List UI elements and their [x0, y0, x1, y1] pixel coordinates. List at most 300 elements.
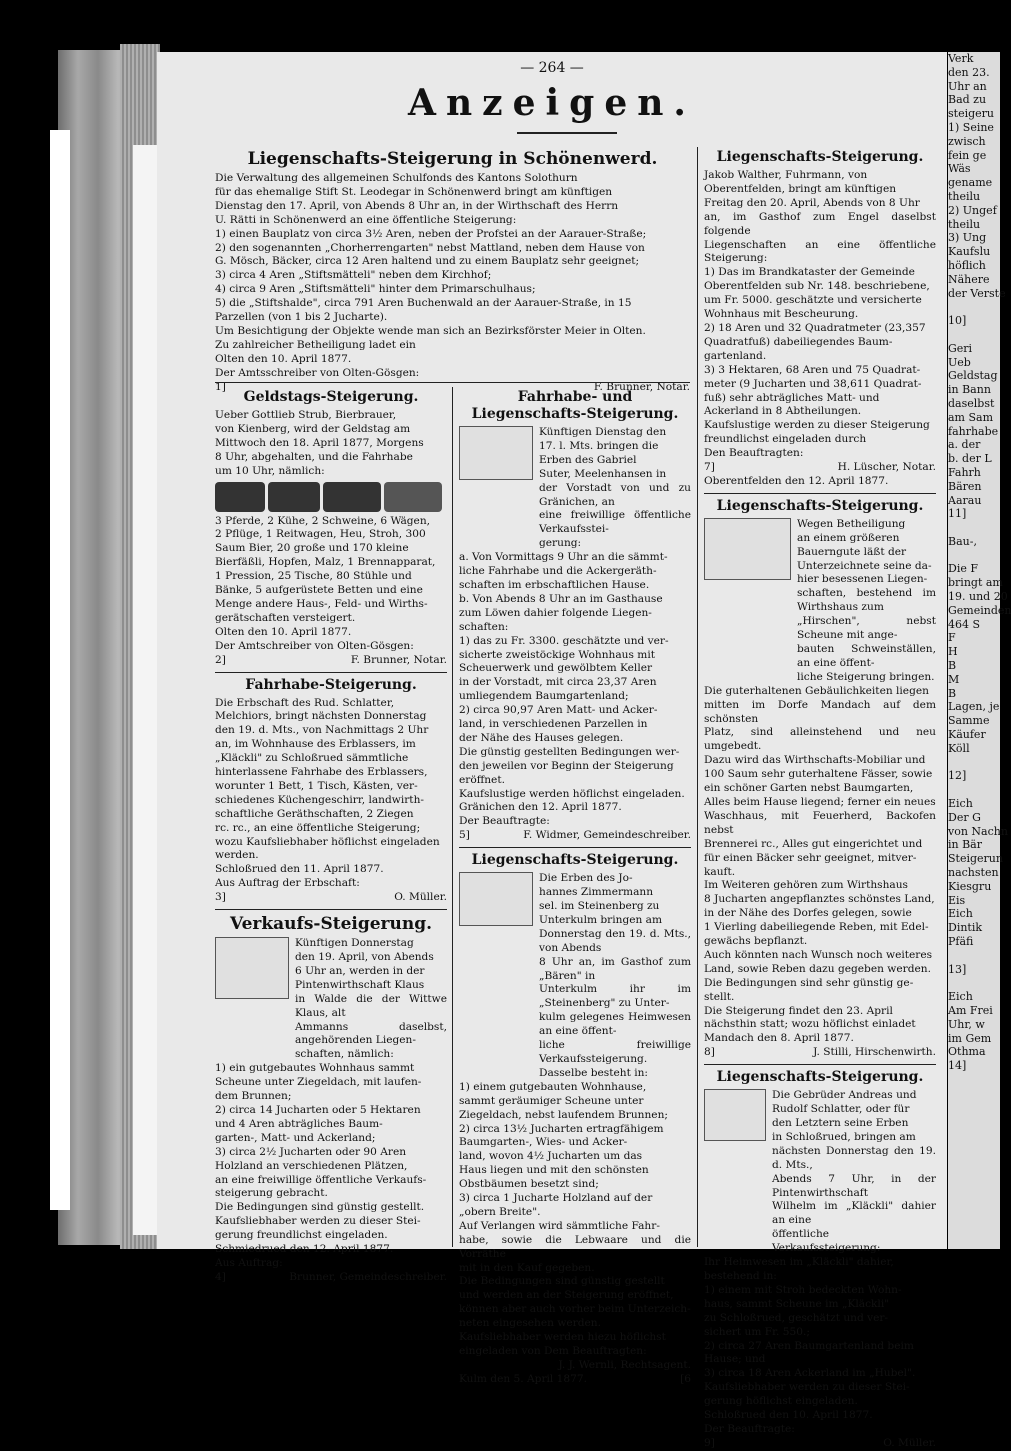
text-line: 1) Das im Brandkataster der Gemeinde	[704, 266, 915, 279]
text-line: stellt.	[704, 990, 735, 1003]
house-woodcut	[215, 937, 289, 999]
adjacent-page-line: 12]	[948, 769, 967, 783]
text-line: der Vorstadt von und zu Gränichen, an	[539, 481, 691, 508]
adjacent-page-line: der Verste	[948, 286, 1006, 300]
paper-strip-inner	[133, 145, 158, 1235]
adjacent-page-line: höflich	[948, 258, 986, 272]
text-line: Dazu wird das Wirthschafts-Mobiliar und	[704, 754, 926, 767]
text-line: für das ehemalige Stift St. Leodegar in Schönenwerd bringt am künftigen	[215, 185, 613, 198]
ad-body	[704, 1256, 936, 1437]
text-line: Holzland an verschiedenen Plätzen,	[215, 1159, 408, 1172]
adjacent-page-line: daselbst	[948, 396, 995, 410]
adjacent-page-line: M	[948, 672, 960, 686]
text-line: an eine freiwillige öffentliche Verkaufs-	[215, 1173, 427, 1186]
adjacent-page-line: von Nachn	[948, 824, 1008, 838]
text-line: fuß) sehr abträgliches Matt- und	[704, 391, 880, 404]
text-line: Waschhaus, mit Feuerherd, Backofen nebst	[704, 809, 936, 836]
adjacent-page-line: Uhr an	[948, 79, 987, 93]
adjacent-page-line: im Gem	[948, 1031, 992, 1045]
page-title: Anzeigen.	[408, 82, 696, 124]
text-line: Liegenschaften an eine öffentliche Steigerung:	[704, 238, 936, 265]
text-line: b. Von Abends 8 Uhr an im Gasthause	[459, 592, 663, 605]
text-line: Oberentfelden sub Nr. 148. beschriebene,	[704, 280, 930, 293]
text-line: Unterkulm bringen am	[539, 913, 663, 926]
text-line: Auf Verlangen wird sämmtliche Fahr-	[459, 1219, 660, 1232]
ad-number: 5]	[459, 829, 470, 842]
text-line: habe, sowie die Lebwaare und die Vorräthe	[459, 1233, 691, 1260]
text-line: 3) circa 18 Aren Ackerland im „Hubel".	[704, 1367, 916, 1380]
adjacent-page-line: zwisch	[948, 134, 986, 148]
adjacent-page-line	[948, 756, 1000, 770]
text-line: von Kienberg, wird der Geldstag am	[215, 422, 411, 435]
text-line: Die Bedingungen sind günstig gestellt	[459, 1275, 665, 1288]
text-line: worunter 1 Bett, 1 Tisch, Kästen, ver-	[215, 779, 418, 792]
text-line: 3) circa 2½ Jucharten oder 90 Aren	[215, 1145, 407, 1158]
adjacent-page-line: Othma	[948, 1045, 986, 1059]
adjacent-page-line: 3) Ung	[948, 231, 987, 245]
house-woodcut	[459, 426, 533, 480]
text-line: hannes Zimmermann	[539, 886, 654, 899]
text-line: liche Steigerung bringen.	[797, 670, 935, 683]
text-line: Künftigen Donnerstag	[295, 937, 414, 950]
text-line: Donnerstag den 19. d. Mts., von Abends	[539, 927, 691, 954]
adjacent-page-line: nachsten	[948, 866, 999, 880]
text-line: Jakob Walther, Fuhrmann, von	[704, 169, 868, 181]
ad-body-top	[295, 937, 447, 1062]
text-line: 1) einen Bauplatz von circa 3½ Aren, neben der Profstei an der Aarauer-Straße;	[215, 227, 647, 240]
text-line: Saum Bier, 20 große und 170 kleine	[215, 542, 409, 555]
divider	[215, 382, 690, 383]
text-line: Menge andere Haus-, Feld- und Wirths-	[215, 597, 428, 610]
text-line: Im Weiteren gehören zum Wirthshaus	[704, 879, 908, 892]
adjacent-page-line: 11]	[948, 507, 967, 521]
text-line: und werden an der Steigerung eröffnet,	[459, 1289, 674, 1302]
text-line: den Letztern seine Erben	[772, 1117, 909, 1129]
text-line: 2) circa 90,97 Aren Matt- und Acker-	[459, 704, 658, 717]
text-line: Suter, Meelenhansen in	[539, 467, 667, 480]
text-line: wozu Kaufsliebhaber höflichst eingeladen	[215, 835, 440, 848]
text-line: Rudolf Schlatter, oder für	[772, 1103, 910, 1116]
text-line: Ziegeldach, nebst laufendem Brunnen;	[459, 1108, 668, 1121]
text-line: Die Bedingungen sind günstig gestellt.	[215, 1201, 425, 1214]
text-line: liche freiwillige Verkaufssteigerung.	[539, 1039, 691, 1065]
ad-heading: Verkaufs-Steigerung.	[229, 914, 433, 935]
text-line: Kaufsliebhaber werden zu dieser Stei-	[704, 1381, 910, 1394]
adjacent-page-line: 1) Seine	[948, 120, 994, 134]
text-line: schaften im erbschaftlichen Hause.	[459, 578, 650, 591]
text-line: Olten den 10. April 1877.	[215, 352, 352, 365]
ad-body	[459, 1081, 691, 1359]
text-line: gewächs bepflanzt.	[704, 935, 808, 948]
text-line: 3) 3 Hektaren, 68 Aren und 75 Quadrat-	[704, 363, 921, 376]
text-line: meter (9 Jucharten und 38,611 Quadrat-	[704, 377, 922, 390]
ad-liegenschaft-schoenenwerd	[215, 147, 690, 395]
adjacent-page-line	[948, 549, 1000, 563]
adjacent-page-line: in Bann	[948, 383, 991, 397]
adjacent-page-line: Lagen, je	[948, 700, 1000, 714]
adjacent-page-line: Die F	[948, 562, 978, 576]
adjacent-page-line: steigeru	[948, 107, 994, 121]
adjacent-page-line: Käufer	[948, 728, 986, 742]
adjacent-page-line: Ueb	[948, 355, 971, 369]
text-line: Olten den 10. April 1877.	[215, 625, 352, 638]
text-line: mitten im Dorfe Mandach auf dem schönsten	[704, 698, 936, 725]
text-line: sammt geräumiger Scheune unter	[459, 1094, 644, 1107]
text-line: gartenland.	[704, 349, 767, 362]
adjacent-page-line: 19. und 20	[948, 590, 1008, 604]
house-woodcut	[459, 872, 533, 926]
ad-signature: J. Stilli, Hirschenwirth.	[813, 1046, 936, 1059]
adjacent-page-line	[948, 949, 1000, 963]
text-line: Ackerland in 8 Abtheilungen.	[704, 405, 862, 418]
adjacent-page-line: am Sam	[948, 410, 994, 424]
adjacent-page-line: Eich	[948, 990, 973, 1004]
text-line: 1) ein gutgebautes Wohnhaus sammt	[215, 1062, 415, 1075]
animal-cuts-illustration	[215, 482, 447, 512]
adjacent-page-line: Eich	[948, 797, 973, 811]
text-line: Bänke, 5 aufgerüstete Betten und eine	[215, 584, 423, 597]
text-line: Die Verwaltung des allgemeinen Schulfonds des Kantons Solothurn	[215, 172, 578, 184]
text-line: Dienstag den 17. April, von Abends 8 Uhr an, in der Wirthschaft des Herrn	[215, 199, 619, 212]
text-line: sichert um Fr. 550.;	[704, 1325, 810, 1338]
text-line: in Schloßrued, bringen am	[772, 1130, 916, 1143]
ad-body-top	[539, 872, 691, 1081]
text-line: garten-, Matt- und Ackerland;	[215, 1131, 376, 1144]
ad-body-top	[539, 426, 691, 551]
adjacent-page-line: Uhr, w	[948, 1017, 985, 1031]
text-line: U. Rätti in Schönenwerd an eine öffentliche Steigerung:	[215, 213, 517, 226]
text-line: den 19. d. Mts., von Nachmittags 2 Uhr	[215, 724, 429, 737]
adjacent-page-line: Geldstag	[948, 369, 998, 383]
text-line: Ammanns daselbst, angehörenden Liegen-	[295, 1020, 447, 1047]
ad-number: 1]	[215, 380, 226, 393]
text-line: mit in den Kauf gegeben.	[459, 1261, 595, 1274]
text-line: werden.	[215, 849, 259, 862]
text-line: hier besessenen Liegen-	[797, 573, 928, 586]
ad-heading: Fahrhabe-Steigerung.	[245, 676, 417, 693]
ad-number: 8]	[704, 1046, 715, 1059]
text-line: 2) circa 13½ Jucharten ertragfähigem	[459, 1122, 664, 1135]
text-line: freundlichst eingeladen durch	[704, 433, 867, 446]
ad-heading: Geldstags-Steigerung.	[243, 389, 419, 405]
text-line: 2) den sogenannten „Chorherrengarten" nebst Mattland, neben dem Hause von	[215, 241, 645, 254]
adjacent-page-line: 13]	[948, 962, 967, 976]
ad-footer: Kulm den 5. April 1877.	[459, 1372, 587, 1385]
text-line: Kaufslustige werden höflichst eingeladen.	[459, 787, 685, 800]
text-line: Die Erbschaft des Rud. Schlatter,	[215, 696, 395, 709]
adjacent-page-line: den 23.	[948, 65, 990, 79]
text-line: Wohnhaus mit Bescheurung.	[704, 308, 859, 321]
ad-body	[704, 169, 936, 461]
text-line: „Kläckli" zu Schloßrued sämmtliche	[215, 752, 409, 765]
text-line: nächsthin statt; wozu höflichst einladet	[704, 1018, 916, 1031]
text-line: Kaufsliebhaber werden hiezu höflichst	[459, 1331, 666, 1344]
adjacent-page-line: 464 S	[948, 617, 981, 631]
text-line: 3 Pferde, 2 Kühe, 2 Schweine, 6 Wägen,	[215, 514, 431, 527]
text-line: Aus Auftrag der Erbschaft:	[215, 877, 360, 890]
text-line: für einen Bäcker sehr geeignet, mitver-	[704, 851, 917, 864]
adjacent-page-fragment	[948, 52, 1011, 1249]
adjacent-page-line: Kiesgru	[948, 879, 992, 893]
adjacent-page-line	[948, 328, 1000, 342]
ad-signature: O. Müller.	[883, 1436, 936, 1449]
ad-signature: Brunner, Gemeindeschreiber.	[289, 1270, 447, 1283]
text-line: Der Beauftragte:	[704, 1422, 795, 1435]
text-line: eine freiwillige öffentliche Verkaufsstei-	[539, 509, 691, 536]
ad-number: [6	[680, 1372, 691, 1385]
adjacent-page-line: Kaufslu	[948, 245, 991, 259]
adjacent-page-line	[948, 521, 1000, 535]
text-line: Alles beim Hause liegend; ferner ein neues	[704, 795, 936, 808]
divider	[215, 672, 447, 673]
adjacent-page-line: Bad zu	[948, 93, 987, 107]
text-line: Platz, sind alleinstehend und neu umgebedt.	[704, 726, 936, 753]
text-line: schiedenes Küchengeschirr, landwirth-	[215, 793, 424, 806]
text-line: Gränichen den 12. April 1877.	[459, 801, 622, 814]
text-line: 8 Uhr, abgehalten, und die Fahrhabe	[215, 450, 413, 463]
text-line: gerung höflichst eingeladen.	[704, 1395, 858, 1408]
text-line: 4) circa 9 Aren „Stiftsmätteli" hinter dem Primarschulhaus;	[215, 283, 536, 296]
divider	[459, 847, 691, 848]
text-line: neten eingesehen werden.	[459, 1317, 601, 1330]
text-line: Die Bedingungen sind sehr günstig ge-	[704, 976, 914, 989]
text-line: schaftliche Geräthschaften, 2 Ziegen	[215, 807, 414, 820]
adjacent-page-line: theilu	[948, 217, 981, 231]
text-line: 5) die „Stiftshalde", circa 791 Aren Buchenwald an der Aarauer-Straße, in 15	[215, 297, 632, 310]
text-line: Hause; und	[704, 1353, 766, 1366]
text-line: Um Besichtigung der Objekte wende man sich an Bezirksförster Meier in Olten.	[215, 324, 646, 337]
text-line: Wilhelm im „Kläckli" dahier an eine	[772, 1200, 936, 1227]
adjacent-page-line: in Bär	[948, 838, 982, 852]
text-line: 3) circa 1 Jucharte Holzland auf der	[459, 1192, 653, 1205]
text-line: 17. l. Mts. bringen die	[539, 439, 659, 452]
text-line: 100 Saum sehr guterhaltene Fässer, sowie	[704, 768, 933, 781]
ad-body-continued	[215, 515, 447, 654]
text-line: „Hirschen", nebst Scheune mit ange-	[797, 615, 936, 642]
text-line: eröffnet.	[459, 773, 505, 786]
ad-heading: Liegenschafts-Steigerung.	[716, 497, 924, 514]
text-line: 1) einem mit Stroh bedeckten Wohn-	[704, 1283, 902, 1296]
ad-heading: Liegenschafts-Steigerung in Schönenwerd.	[247, 149, 658, 169]
text-line: in der Nähe des Dorfes gelegen, sowie	[704, 907, 912, 920]
text-line: gerätschaften versteigert.	[215, 611, 356, 624]
adjacent-page-line: Aarau	[948, 493, 982, 507]
text-line: Die günstig gestellten Bedingungen wer-	[459, 745, 680, 758]
ad-signature: H. Lüscher, Notar.	[837, 461, 936, 474]
adjacent-page-line: Bau-,	[948, 534, 977, 548]
text-line: zum Löwen dahier folgende Liegen-	[459, 606, 652, 619]
text-line: Schloßrued den 10. April 1877.	[704, 1409, 873, 1422]
adjacent-page-line: Dintik	[948, 921, 983, 935]
text-line: Die guterhaltenen Gebäulichkeiten liegen	[704, 684, 929, 697]
adjacent-page-line: Verk	[948, 52, 974, 65]
text-line: 1 Vierling dabeiliegende Reben, mit Edel-	[704, 921, 929, 934]
divider	[704, 1064, 936, 1065]
text-line: an einem größeren	[797, 531, 900, 544]
text-line: Abends 7 Uhr, in der Pintenwirthschaft	[772, 1172, 936, 1199]
adjacent-page-line	[948, 300, 1000, 314]
text-line: dem Brunnen;	[215, 1090, 292, 1103]
text-line: Unterkulm ihr im „Steinenberg" zu Unter-	[539, 983, 691, 1010]
adjacent-page-line: gename	[948, 176, 993, 190]
text-line: liche Fahrhabe und die Ackergeräth-	[459, 565, 657, 578]
text-line: Der Amtschreiber von Olten-Gösgen:	[215, 639, 414, 652]
text-line: land, wovon 4½ Jucharten um das	[459, 1150, 643, 1163]
text-line: an, im Wohnhause des Erblassers, im	[215, 738, 416, 751]
text-line: 3) circa 4 Aren „Stiftsmätteli" neben dem Kirchhof;	[215, 269, 492, 282]
text-line: Bierfäßli, Hopfen, Malz, 1 Brennapparat,	[215, 556, 436, 569]
text-line: sel. im Steinenberg zu	[539, 900, 660, 912]
text-line: kauft.	[704, 865, 736, 878]
ad-fahrhabe-graenichen	[459, 387, 691, 1387]
column-rule	[452, 387, 453, 1247]
adjacent-page-line: bringt am	[948, 576, 1003, 590]
text-line: Die Steigerung findet den 23. April	[704, 1004, 893, 1017]
adjacent-page-line: Geri	[948, 341, 973, 355]
text-line: den 19. April, von Abends	[295, 951, 434, 963]
text-line: Schmiedrued den 12. April 1877.	[215, 1243, 394, 1256]
text-line: Aus Auftrag:	[215, 1256, 283, 1269]
text-line: schaften:	[459, 620, 509, 633]
text-line: gerung freundlichst eingeladen.	[215, 1229, 388, 1242]
text-line: an, im Gasthof zum Engel daselbst folgende	[704, 210, 936, 237]
adjacent-page-line: B	[948, 659, 957, 673]
page-number: — 264 —	[520, 60, 584, 76]
text-line: um Fr. 5000. geschätzte und versicherte	[704, 294, 922, 307]
adjacent-page-line: Köll	[948, 741, 970, 755]
text-line: gerung:	[539, 537, 582, 550]
adjacent-page-line: H	[948, 645, 958, 659]
ad-signature: F. Brunner, Notar.	[593, 380, 690, 393]
text-line: den jeweilen vor Beginn der Steigerung	[459, 759, 674, 772]
adjacent-page-line: Pfäfi	[948, 935, 974, 948]
ad-oberentfelden	[704, 147, 936, 1451]
ad-number: 2]	[215, 653, 226, 666]
divider	[215, 909, 447, 910]
text-line: Obstbäumen besetzt sind;	[459, 1178, 599, 1191]
text-line: Baumgarten-, Wies- und Acker-	[459, 1136, 628, 1149]
text-line: Die Erben des Jo-	[539, 872, 633, 885]
text-line: Scheune unter Ziegeldach, mit laufen-	[215, 1076, 422, 1089]
text-line: 2) circa 14 Jucharten oder 5 Hektaren	[215, 1103, 421, 1116]
adjacent-page-line: Samme	[948, 714, 990, 728]
text-line: Kaufslustige werden zu dieser Steigerung	[704, 419, 930, 432]
text-line: Unterzeichnete seine da-	[797, 559, 932, 572]
text-line: 2) 18 Aren und 32 Quadratmeter (23,357	[704, 321, 926, 334]
ad-body	[215, 697, 447, 892]
text-line: der Nähe des Hauses gelegen.	[459, 731, 624, 744]
text-line: rc. rc., an eine öffentliche Steigerung;	[215, 821, 421, 834]
adjacent-page-line: F	[948, 631, 956, 645]
adjacent-page-line: Fahrh	[948, 465, 981, 479]
ad-heading: Liegenschafts-Steigerung.	[716, 149, 924, 165]
text-line: Zu zahlreicher Betheiligung ladet ein	[215, 338, 416, 351]
adjacent-page-line: theilu	[948, 189, 981, 203]
text-line: 1 Pression, 25 Tische, 80 Stühle und	[215, 570, 412, 583]
text-line: 2) circa 27 Aren Baumgartenland beim	[704, 1339, 914, 1352]
text-line: öffentliche Verkaufssteigerung:	[772, 1228, 881, 1255]
paper-strip	[50, 130, 70, 1210]
text-line: sicherte zweistöckige Wohnhaus mit	[459, 648, 655, 661]
text-line: haus, sammt Scheune im „Kläckli"	[704, 1297, 890, 1310]
text-line: Oberentfelden, bringt am künftigen	[704, 182, 897, 195]
adjacent-page-line: fein ge	[948, 148, 987, 162]
ad-signature: F. Brunner, Notar.	[350, 653, 447, 666]
ad-body	[215, 172, 690, 381]
text-line: Quadratfuß) dabeiliegendes Baum-	[704, 335, 893, 348]
text-line: bauten Schweinställen, an eine öffent-	[797, 643, 936, 669]
text-line: nächsten Donnerstag den 19. d. Mts.,	[772, 1144, 936, 1171]
adjacent-page-line: Eis	[948, 893, 966, 907]
ad-footer: Oberentfelden den 12. April 1877.	[704, 474, 889, 487]
text-line: um 10 Uhr, nämlich:	[215, 464, 325, 477]
text-line: Haus liegen und mit den schönsten	[459, 1164, 649, 1177]
text-line: zu Schloßrued, geschätzt und ver-	[704, 1311, 889, 1324]
text-line: eingeladen von Dem Beauftragten:	[459, 1345, 647, 1357]
ad-geldstag	[215, 387, 447, 1285]
text-line: in der Vorstadt, mit circa 23,37 Aren	[459, 676, 657, 689]
text-line: 2 Pflüge, 1 Reitwagen, Heu, Stroh, 300	[215, 528, 426, 541]
ad-number: 4]	[215, 1270, 226, 1283]
text-line: Kaufsliebhaber werden zu dieser Stei-	[215, 1215, 421, 1228]
text-line: Mandach den 8. April 1877.	[704, 1032, 854, 1045]
text-line: Künftigen Dienstag den	[539, 426, 667, 438]
text-line: a. Von Vormittags 9 Uhr an die sämmt-	[459, 551, 668, 564]
text-line: hinterlassene Fahrhabe des Erblassers,	[215, 766, 428, 779]
adjacent-page-line: Bären	[948, 479, 982, 493]
adjacent-page-line: Wäs	[948, 162, 971, 176]
adjacent-page-line	[948, 976, 1000, 990]
text-line: Brennerei rc., Alles gut eingerichtet und	[704, 837, 923, 850]
ad-signature: O. Müller.	[394, 891, 447, 904]
text-line: schaften, nämlich:	[295, 1048, 394, 1061]
text-line: umliegendem Baumgartenland;	[459, 690, 629, 703]
text-line: 1) einem gutgebauten Wohnhause,	[459, 1080, 647, 1093]
text-line: Ihr Heimwesen im „Kläckli" dahier,	[704, 1256, 894, 1269]
adjacent-page-line: 14]	[948, 1059, 967, 1073]
text-line: kulm gelegenes Heimwesen an eine öffent-	[539, 1011, 691, 1038]
text-line: Scheuerwerk und gewölbtem Keller	[459, 662, 653, 675]
text-line: Dasselbe besteht in:	[539, 1066, 648, 1079]
text-line: Parzellen (von 1 bis 2 Jucharte).	[215, 311, 388, 324]
text-line: Pintenwirthschaft Klaus	[295, 978, 425, 991]
ad-number: 9]	[704, 1436, 715, 1449]
adjacent-page-line: b. der L	[948, 452, 992, 466]
text-line: Ueber Gottlieb Strub, Bierbrauer,	[215, 409, 397, 421]
text-line: 8 Uhr an, im Gasthof zum „Bären" in	[539, 955, 691, 982]
ad-heading: Liegenschafts-Steigerung.	[471, 852, 679, 869]
adjacent-page-line: Gemeinden	[948, 603, 1011, 617]
divider	[704, 493, 936, 494]
text-line: in Walde die der Wittwe Klaus, alt	[295, 992, 447, 1019]
adjacent-page-line: 10]	[948, 314, 967, 328]
house-woodcut	[704, 518, 791, 580]
adjacent-page-line: Eich	[948, 907, 973, 921]
text-line: Freitag den 20. April, Abends von 8 Uhr	[704, 196, 920, 209]
text-line: Melchiors, bringt nächsten Donnerstag	[215, 710, 427, 723]
text-line: Bauerngute läßt der	[797, 545, 907, 558]
text-line: schaften, bestehend im Wirthshaus zum	[797, 587, 936, 614]
text-line: ein schöner Garten nebst Baumgarten,	[704, 782, 914, 795]
ad-body-top	[797, 518, 936, 685]
adjacent-page-line: 2) Ungef	[948, 203, 997, 217]
text-line: Den Beauftragten:	[704, 447, 804, 460]
text-line: Mittwoch den 18. April 1877, Morgens	[215, 436, 424, 449]
house-woodcut	[704, 1089, 766, 1141]
text-line: Der Amtsschreiber von Olten-Gösgen:	[215, 366, 420, 379]
ad-body	[704, 685, 936, 1047]
text-line: 1) das zu Fr. 3300. geschätzte und ver-	[459, 634, 669, 647]
